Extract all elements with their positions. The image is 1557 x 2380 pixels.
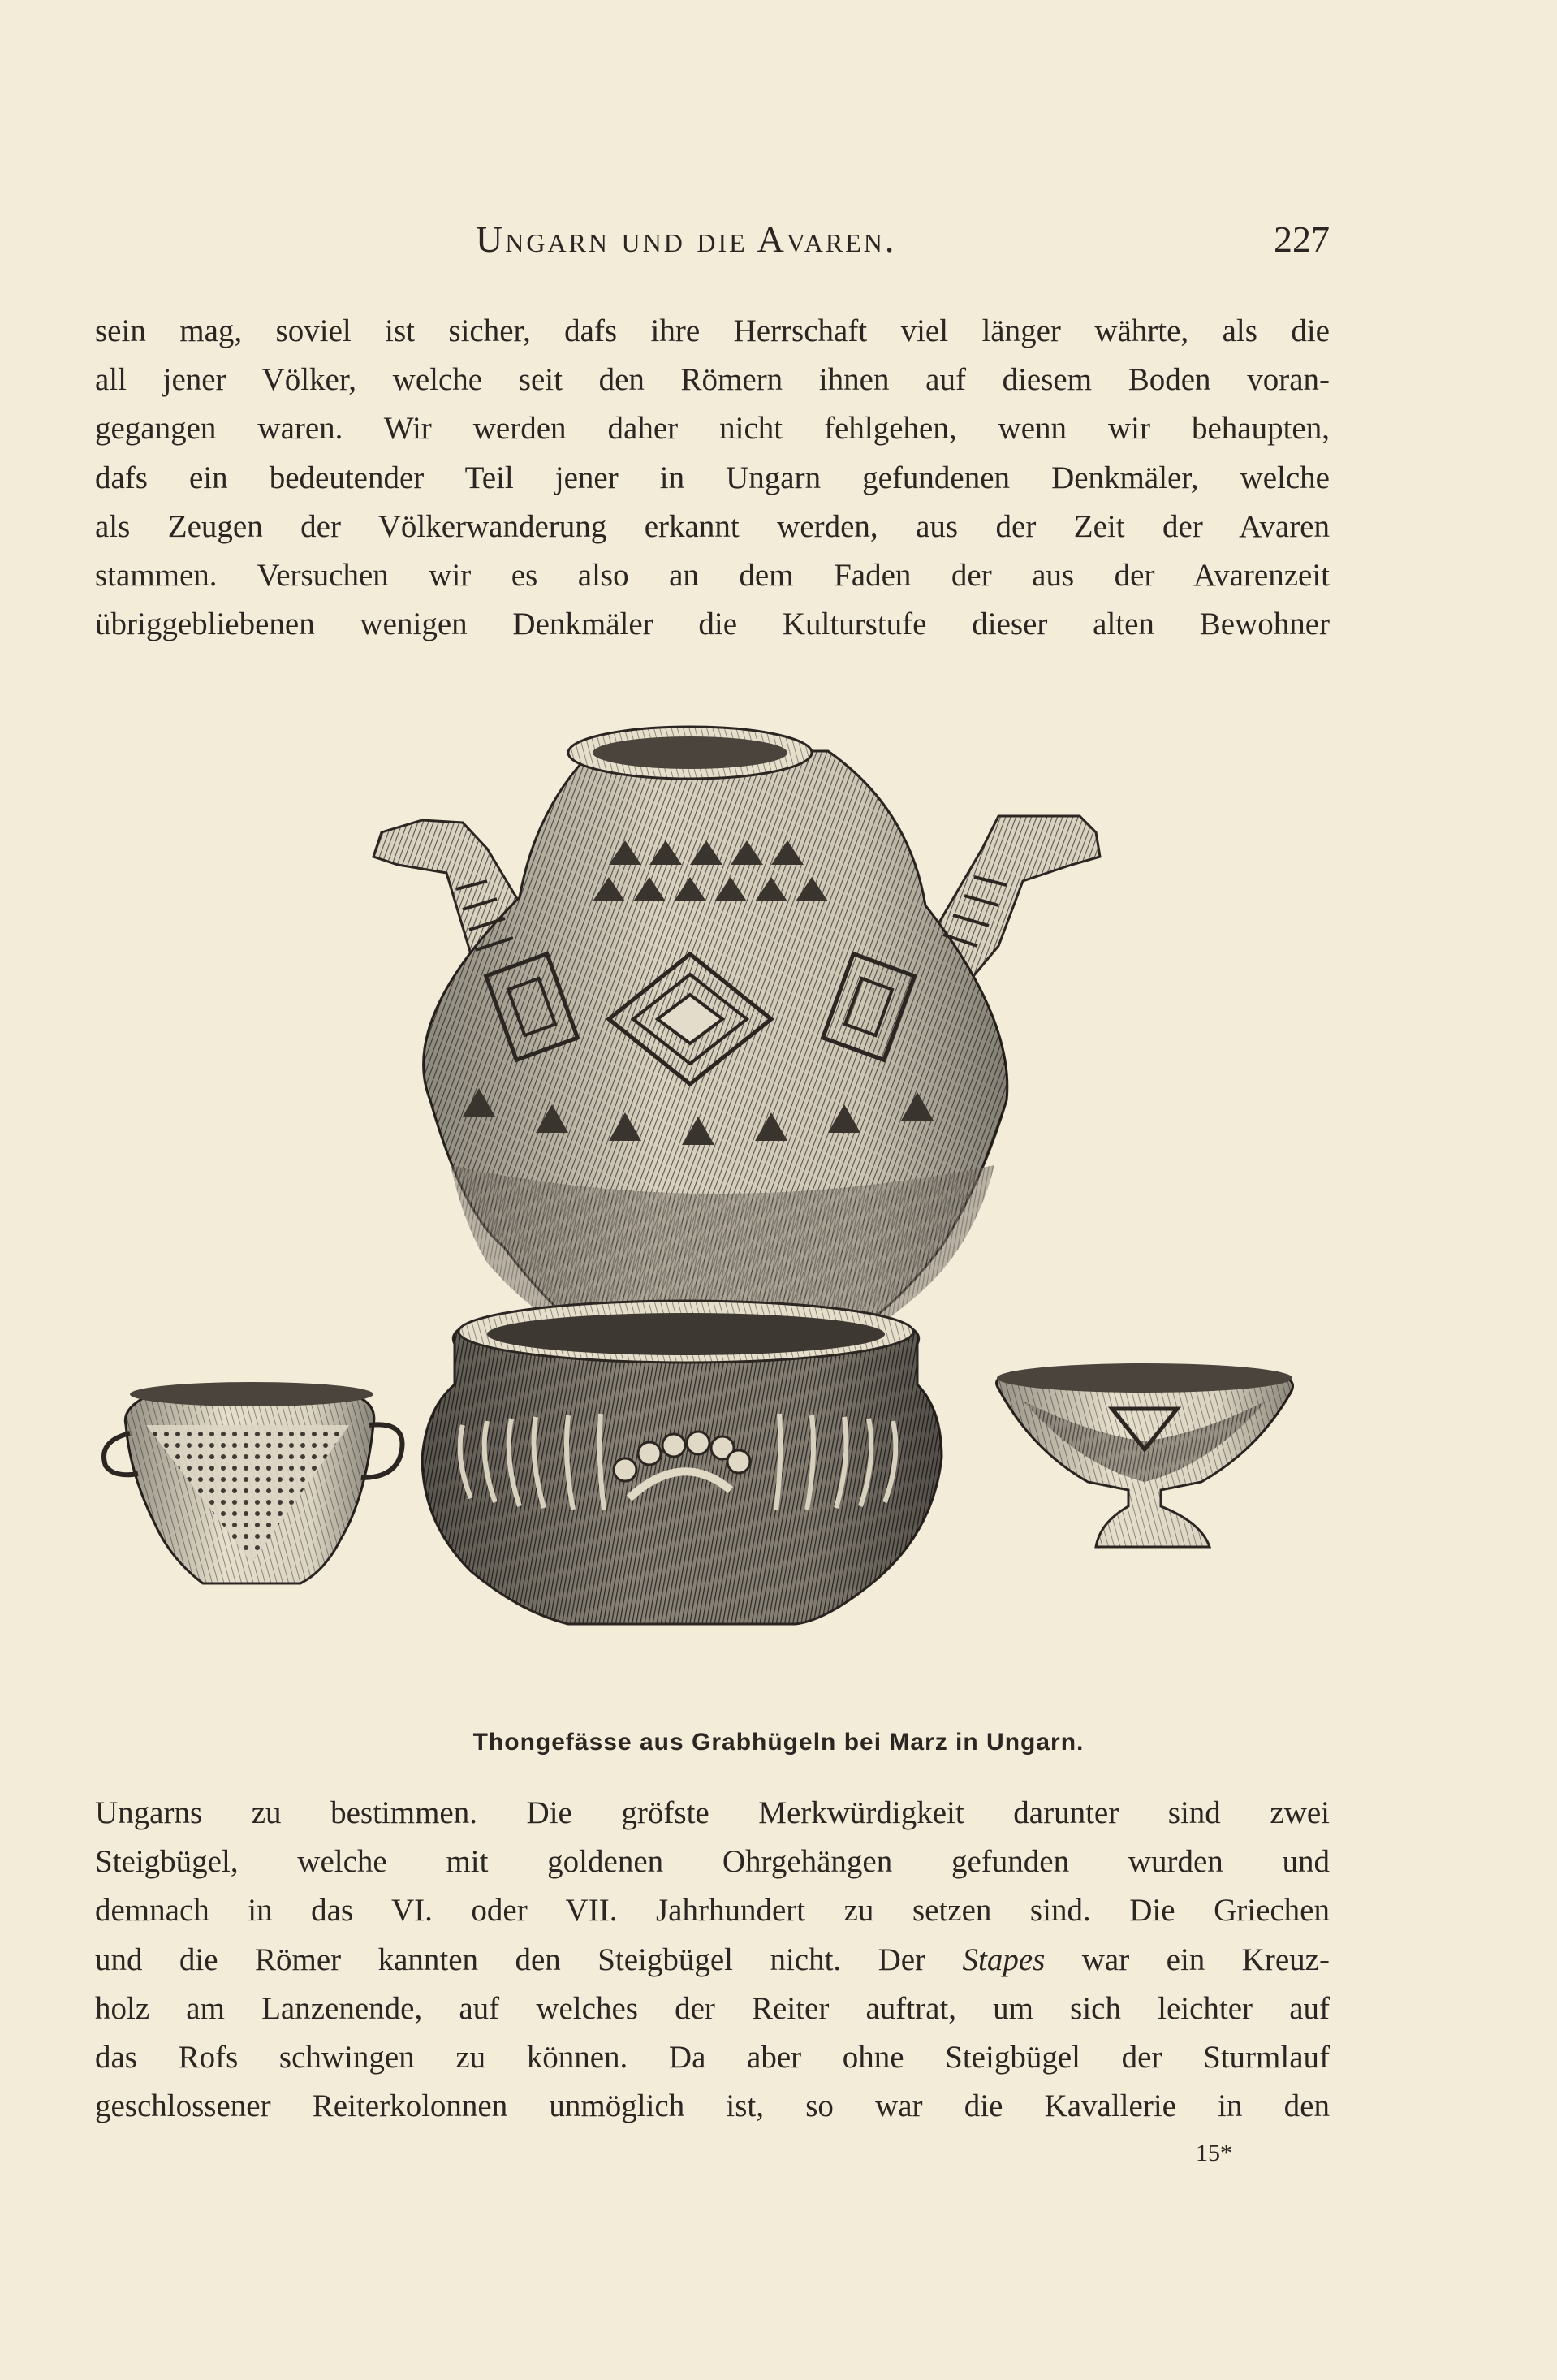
text-line: sein mag, soviel ist sicher, dafs ihre Herrschaft viel länger währte, als die [95, 313, 1330, 348]
footed-cup [997, 1363, 1293, 1547]
paragraph-top [95, 307, 1330, 649]
text-segment: war ein Kreuz- [1045, 1942, 1330, 1977]
text-line: all jener Völker, welche seit den Römern ihnen auf diesem Boden voran- [95, 362, 1330, 398]
text-line: als Zeugen der Völkerwanderung erkannt werden, aus der Zeit der Avaren [95, 508, 1330, 544]
running-title: Ungarn und die Avaren. [476, 218, 897, 260]
pottery-illustration [81, 678, 1313, 1689]
running-header [476, 218, 1330, 266]
signature-mark: 15* [1196, 2140, 1232, 2166]
text-segment: und die Römer kannten den Steigbügel nicht. Der [95, 1942, 963, 1977]
paragraph-bottom [95, 1789, 1330, 2131]
text-line: geschlossener Reiterkolonnen unmöglich ist, so war die Kavallerie in den [95, 2088, 1330, 2124]
large-spouted-vessel [373, 727, 1100, 1348]
small-dotted-jug [104, 1382, 403, 1583]
text-line: holz am Lanzenende, auf welches der Reiter auftrat, um sich leichter auf [95, 1990, 1330, 2026]
text-line: stammen. Versuchen wir es also an dem Faden der aus der Avarenzeit [95, 557, 1330, 593]
page-number: 227 [1274, 218, 1330, 260]
large-bowl [422, 1301, 942, 1624]
figure-caption: Thongefässe aus Grabhügeln bei Marz in Ungarn. [472, 1729, 1085, 1756]
text-line: demnach in das VI. oder VII. Jahrhundert zu setzen sind. Die Griechen [95, 1893, 1330, 1929]
text-line [95, 1936, 1330, 1985]
text-line: das Rofs schwingen zu können. Da aber ohne Steigbügel der Sturmlauf [95, 2039, 1330, 2075]
text-line: Ungarns zu bestimmen. Die gröfste Merkwürdigkeit darunter sind zwei [95, 1795, 1330, 1830]
text-line: gegangen waren. Wir werden daher nicht fehlgehen, wenn wir behaupten, [95, 411, 1330, 447]
italic-term: Stapes [962, 1942, 1046, 1977]
text-line: dafs ein bedeutender Teil jener in Ungarn gefundenen Denkmäler, welche [95, 460, 1330, 495]
text-line: übriggebliebenen wenigen Denkmäler die Kulturstufe dieser alten Bewohner [95, 607, 1330, 642]
text-line: Steigbügel, welche mit goldenen Ohrgehängen gefunden wurden und [95, 1844, 1330, 1880]
